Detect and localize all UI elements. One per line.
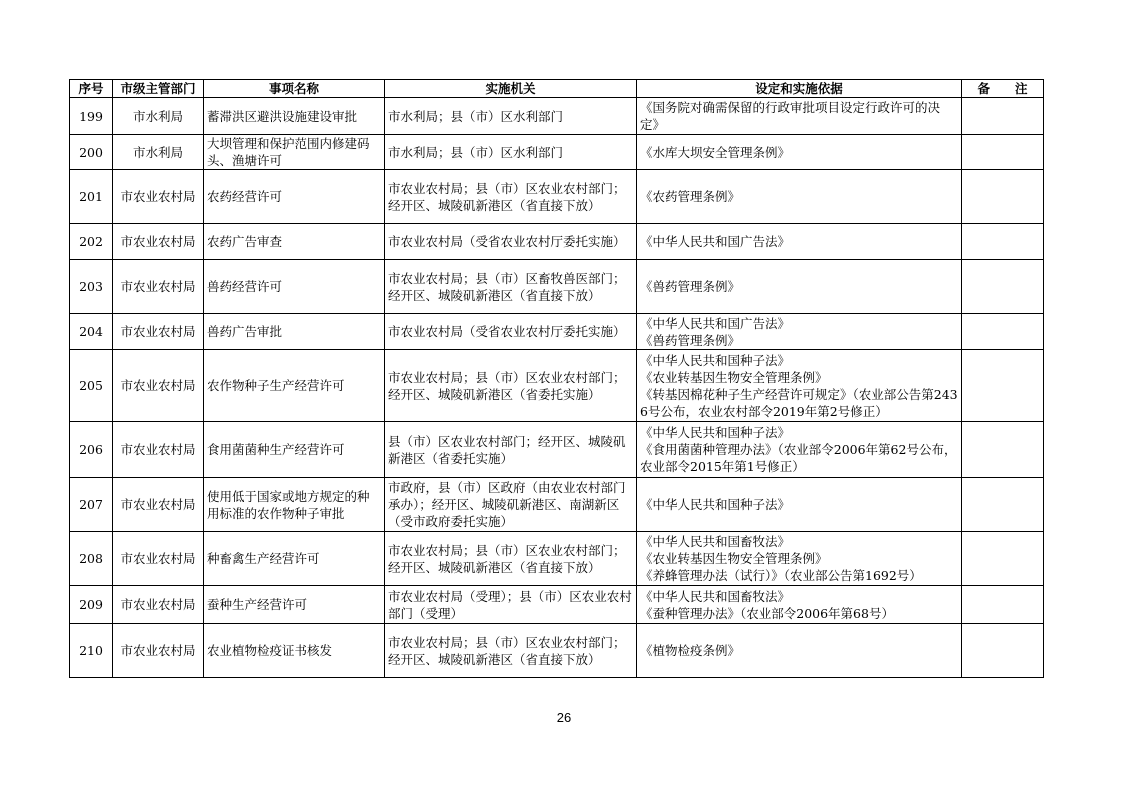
cell-department: 市农业农村局 bbox=[113, 350, 204, 422]
cell-remarks bbox=[962, 532, 1044, 586]
cell-remarks bbox=[962, 422, 1044, 478]
cell-item-name: 兽药经营许可 bbox=[204, 260, 385, 314]
cell-implementing-agency: 市农业农村局；县（市）区农业农村部门；经开区、城陵矶新港区（省直接下放） bbox=[385, 532, 637, 586]
cell-department: 市农业农村局 bbox=[113, 422, 204, 478]
cell-department: 市农业农村局 bbox=[113, 170, 204, 224]
page-number: 26 bbox=[556, 710, 572, 725]
table-header-row bbox=[70, 80, 1044, 98]
cell-item-name: 蓄滞洪区避洪设施建设审批 bbox=[204, 98, 385, 135]
table-row bbox=[70, 422, 1044, 478]
cell-remarks bbox=[962, 224, 1044, 260]
cell-remarks bbox=[962, 624, 1044, 678]
cell-implementing-agency: 市农业农村局（受省农业农村厅委托实施） bbox=[385, 314, 637, 350]
cell-legal-basis: 《水库大坝安全管理条例》 bbox=[637, 135, 962, 170]
cell-item-name: 农药经营许可 bbox=[204, 170, 385, 224]
cell-department: 市农业农村局 bbox=[113, 478, 204, 532]
approval-items-table bbox=[69, 79, 1044, 678]
cell-legal-basis: 《中华人民共和国种子法》 《农业转基因生物安全管理条例》 《转基因棉花种子生产经营许可规定》（农业部公告第2436号公布，农业农村部令2019年第2号修正） bbox=[637, 350, 962, 422]
table-row bbox=[70, 98, 1044, 135]
cell-serial-number: 207 bbox=[70, 478, 113, 532]
cell-legal-basis: 《中华人民共和国广告法》 bbox=[637, 224, 962, 260]
cell-remarks bbox=[962, 260, 1044, 314]
cell-item-name: 种畜禽生产经营许可 bbox=[204, 532, 385, 586]
cell-remarks bbox=[962, 586, 1044, 624]
cell-implementing-agency: 市农业农村局；县（市）区农业农村部门；经开区、城陵矶新港区（省委托实施） bbox=[385, 350, 637, 422]
cell-implementing-agency: 市农业农村局；县（市）区畜牧兽医部门；经开区、城陵矶新港区（省直接下放） bbox=[385, 260, 637, 314]
cell-item-name: 食用菌菌种生产经营许可 bbox=[204, 422, 385, 478]
cell-serial-number: 210 bbox=[70, 624, 113, 678]
table-row bbox=[70, 224, 1044, 260]
table-row bbox=[70, 314, 1044, 350]
cell-implementing-agency: 市农业农村局；县（市）区农业农村部门；经开区、城陵矶新港区（省直接下放） bbox=[385, 624, 637, 678]
table-row bbox=[70, 532, 1044, 586]
cell-serial-number: 209 bbox=[70, 586, 113, 624]
cell-legal-basis: 《中华人民共和国畜牧法》 《蚕种管理办法》（农业部令2006年第68号） bbox=[637, 586, 962, 624]
cell-implementing-agency: 市农业农村局；县（市）区农业农村部门；经开区、城陵矶新港区（省直接下放） bbox=[385, 170, 637, 224]
cell-serial-number: 203 bbox=[70, 260, 113, 314]
cell-department: 市农业农村局 bbox=[113, 624, 204, 678]
cell-legal-basis: 《国务院对确需保留的行政审批项目设定行政许可的决定》 bbox=[637, 98, 962, 135]
header-serial-number: 序号 bbox=[70, 80, 113, 98]
table-row bbox=[70, 170, 1044, 224]
cell-serial-number: 199 bbox=[70, 98, 113, 135]
cell-serial-number: 208 bbox=[70, 532, 113, 586]
cell-implementing-agency: 市农业农村局（受省农业农村厅委托实施） bbox=[385, 224, 637, 260]
cell-legal-basis: 《兽药管理条例》 bbox=[637, 260, 962, 314]
table-row bbox=[70, 478, 1044, 532]
cell-remarks bbox=[962, 135, 1044, 170]
cell-legal-basis: 《中华人民共和国畜牧法》 《农业转基因生物安全管理条例》 《养蜂管理办法（试行）》（农业部公告第1692号） bbox=[637, 532, 962, 586]
table-row bbox=[70, 624, 1044, 678]
cell-item-name: 农作物种子生产经营许可 bbox=[204, 350, 385, 422]
cell-department: 市农业农村局 bbox=[113, 532, 204, 586]
cell-serial-number: 205 bbox=[70, 350, 113, 422]
cell-remarks bbox=[962, 350, 1044, 422]
cell-department: 市农业农村局 bbox=[113, 314, 204, 350]
cell-item-name: 使用低于国家或地方规定的种用标准的农作物种子审批 bbox=[204, 478, 385, 532]
table-row bbox=[70, 135, 1044, 170]
cell-implementing-agency: 市农业农村局（受理）；县（市）区农业农村部门（受理） bbox=[385, 586, 637, 624]
cell-department: 市农业农村局 bbox=[113, 586, 204, 624]
cell-item-name: 大坝管理和保护范围内修建码头、渔塘许可 bbox=[204, 135, 385, 170]
cell-remarks bbox=[962, 98, 1044, 135]
table-row bbox=[70, 350, 1044, 422]
cell-legal-basis: 《中华人民共和国广告法》 《兽药管理条例》 bbox=[637, 314, 962, 350]
cell-department: 市农业农村局 bbox=[113, 224, 204, 260]
cell-item-name: 农业植物检疫证书核发 bbox=[204, 624, 385, 678]
cell-department: 市农业农村局 bbox=[113, 260, 204, 314]
cell-serial-number: 200 bbox=[70, 135, 113, 170]
cell-implementing-agency: 市政府，县（市）区政府（由农业农村部门承办）；经开区、城陵矶新港区、南湖新区（受市政府委托实施） bbox=[385, 478, 637, 532]
cell-serial-number: 201 bbox=[70, 170, 113, 224]
header-remarks: 备 注 bbox=[962, 80, 1044, 98]
cell-legal-basis: 《农药管理条例》 bbox=[637, 170, 962, 224]
cell-remarks bbox=[962, 314, 1044, 350]
cell-item-name: 蚕种生产经营许可 bbox=[204, 586, 385, 624]
cell-item-name: 农药广告审查 bbox=[204, 224, 385, 260]
cell-legal-basis: 《中华人民共和国种子法》 《食用菌菌种管理办法》（农业部令2006年第62号公布，农业部令2015年第1号修正） bbox=[637, 422, 962, 478]
cell-department: 市水利局 bbox=[113, 98, 204, 135]
header-legal-basis: 设定和实施依据 bbox=[637, 80, 962, 98]
header-item-name: 事项名称 bbox=[204, 80, 385, 98]
header-implementing-agency: 实施机关 bbox=[385, 80, 637, 98]
cell-serial-number: 202 bbox=[70, 224, 113, 260]
cell-remarks bbox=[962, 170, 1044, 224]
cell-serial-number: 206 bbox=[70, 422, 113, 478]
header-department: 市级主管部门 bbox=[113, 80, 204, 98]
cell-legal-basis: 《植物检疫条例》 bbox=[637, 624, 962, 678]
cell-implementing-agency: 县（市）区农业农村部门；经开区、城陵矶新港区（省委托实施） bbox=[385, 422, 637, 478]
cell-serial-number: 204 bbox=[70, 314, 113, 350]
cell-remarks bbox=[962, 478, 1044, 532]
cell-item-name: 兽药广告审批 bbox=[204, 314, 385, 350]
cell-implementing-agency: 市水利局；县（市）区水利部门 bbox=[385, 135, 637, 170]
table-row bbox=[70, 260, 1044, 314]
cell-department: 市水利局 bbox=[113, 135, 204, 170]
cell-legal-basis: 《中华人民共和国种子法》 bbox=[637, 478, 962, 532]
table-row bbox=[70, 586, 1044, 624]
cell-implementing-agency: 市水利局；县（市）区水利部门 bbox=[385, 98, 637, 135]
